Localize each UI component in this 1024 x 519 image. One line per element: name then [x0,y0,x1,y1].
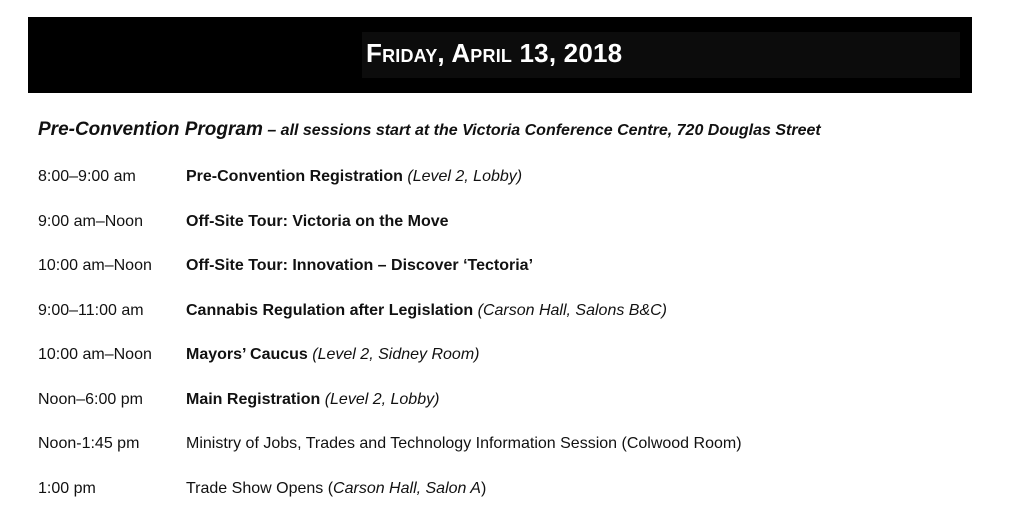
schedule-row [38,341,998,386]
session-title: Off-Site Tour: Victoria on the Move [186,213,449,230]
program-title: Pre-Convention Program [38,119,263,140]
session-event [186,297,667,325]
session-location: (Level 2, Lobby) [325,391,440,408]
session-time: 9:00–11:00 am [38,297,144,325]
session-time: 10:00 am–Noon [38,341,152,369]
session-location: (Carson Hall, Salons B&C) [478,302,667,319]
session-time: Noon–6:00 pm [38,386,143,414]
session-event [186,386,439,414]
session-time: 10:00 am–Noon [38,252,152,280]
day-title: Friday, April 13, 2018 [362,32,960,78]
session-time: 9:00 am–Noon [38,208,143,236]
session-title: Pre-Convention Registration [186,168,403,185]
schedule-row [38,386,998,431]
session-title: Trade Show Opens [186,480,328,497]
schedule-row [38,475,998,519]
program-subtitle: – all sessions start at the Victoria Conference Centre, 720 Douglas Street [263,122,821,139]
session-time: 1:00 pm [38,475,96,503]
session-title: Main Registration [186,391,320,408]
session-title: Ministry of Jobs, Trades and Technology Information Session (Colwood Room) [186,435,742,452]
session-title: Cannabis Regulation after Legislation [186,302,473,319]
session-location: (Level 2, Lobby) [407,168,522,185]
program-header [38,119,821,141]
session-event [186,163,522,191]
schedule-row [38,163,998,208]
session-time: Noon-1:45 pm [38,430,139,458]
schedule-row [38,430,998,475]
session-event [186,341,479,369]
session-title: Off-Site Tour: Innovation – Discover ‘Tectoria’ [186,257,533,274]
session-event [186,252,533,280]
day-banner [28,17,972,93]
schedule-row [38,252,998,297]
session-event [186,430,742,458]
session-location: Carson Hall, Salon A [333,480,481,497]
schedule-row [38,297,998,342]
schedule-row [38,208,998,253]
session-event [186,208,449,236]
session-title: Mayors’ Caucus [186,346,308,363]
session-event: Trade Show Opens (Carson Hall, Salon A) [186,475,486,503]
session-location: (Level 2, Sidney Room) [312,346,479,363]
schedule-list [38,163,998,519]
session-time: 8:00–9:00 am [38,163,136,191]
